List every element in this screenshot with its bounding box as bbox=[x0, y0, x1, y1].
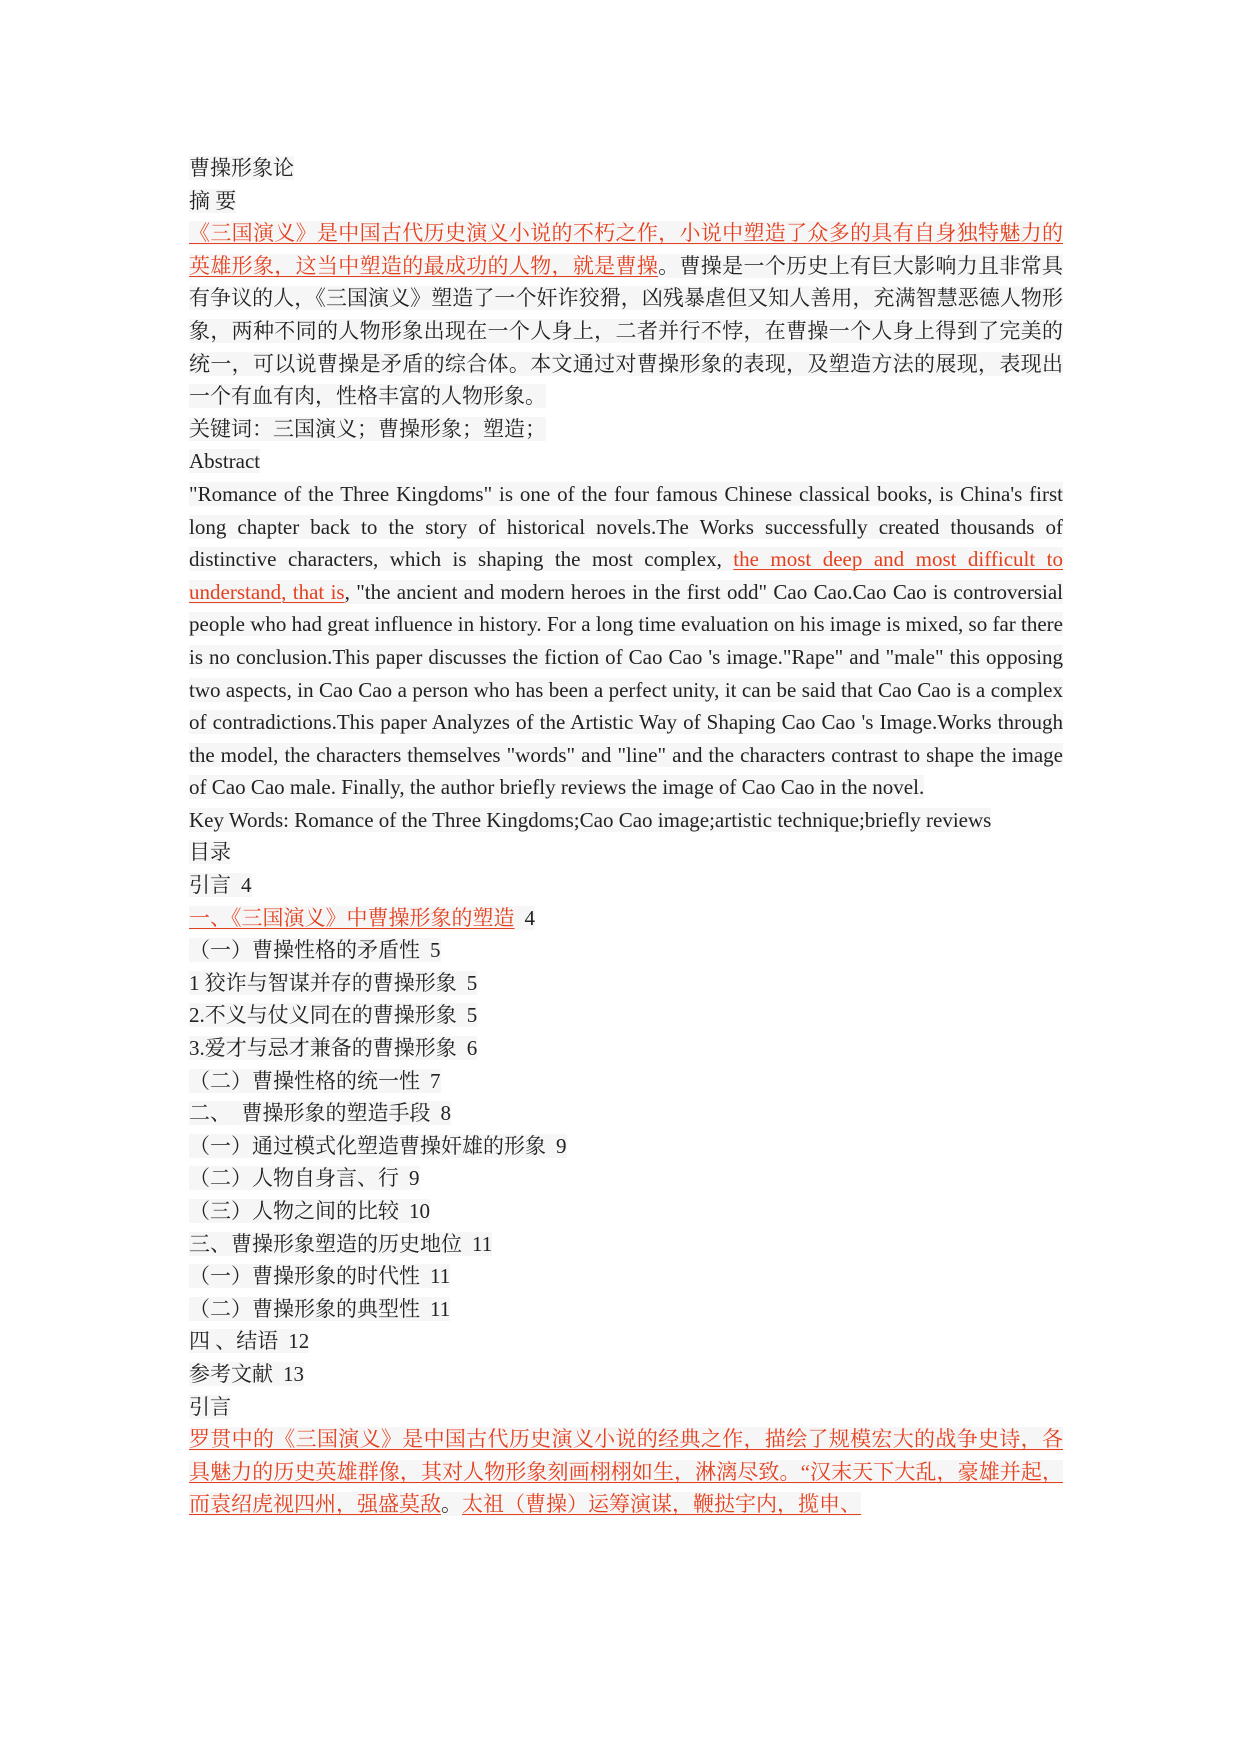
toc-entry-label: （二）人物自身言、行 bbox=[189, 1166, 399, 1191]
keywords-chinese: 关键词：三国演义；曹操形象；塑造； bbox=[189, 416, 546, 441]
keywords-english: Key Words: Romance of the Three Kingdoms;Cao Cao image;artistic technique;briefly reviews bbox=[189, 807, 992, 832]
toc-entry-label: 1 狡诈与智谋并存的曹操形象 bbox=[189, 970, 457, 995]
document-title: 曹操形象论 bbox=[189, 156, 294, 180]
table-of-contents bbox=[189, 869, 1063, 1391]
toc-entry-label: （二）曹操性格的统一性 bbox=[189, 1068, 420, 1093]
toc-entry-page: 6 bbox=[466, 1036, 478, 1061]
toc-entry-page: 13 bbox=[283, 1361, 304, 1386]
highlighted-text: 罗贯中的《三国演义》是中国古代历史演义小说的经典之作，描绘了规模宏大的战争史诗，各具魅力的历史英雄群像，其对人物形象刻画栩栩如生，淋漓尽致。“汉末天下大乱，豪雄并起，而袁绍虎视四州，强盛莫敌 bbox=[189, 1427, 1063, 1517]
toc-entry[interactable] bbox=[189, 869, 1063, 902]
toc-entry-page: 9 bbox=[556, 1133, 567, 1158]
abstract-chinese: 《三国演义》是中国古代历史演义小说的不朽之作，小说中塑造了众多的具有自身独特魅力的英雄形象，这当中塑造的最成功的人物，就是曹操。曹操是一个历史上有巨大影响力且非常具有争议的人，《三国演义》塑造了一个奸诈狡猾，凶残暴虐但又知人善用，充满智慧恶德人物形象，两种不同的人物形象出现在一个人身上，二者并行不悖，在曹操一个人身上得到了完美的统一，可以说曹操是矛盾的综合体。本文通过对曹操形象的表现，及塑造方法的展现，表现出一个有血有肉，性格丰富的人物形象。 bbox=[189, 221, 1064, 409]
toc-entry-page: 5 bbox=[466, 1003, 478, 1028]
toc-entry-label: 3.爱才与忌才兼备的曹操形象 bbox=[189, 1036, 457, 1061]
toc-entry[interactable] bbox=[189, 1228, 1063, 1261]
toc-entry-page: 4 bbox=[524, 905, 535, 930]
toc-entry[interactable] bbox=[189, 934, 1063, 967]
toc-entry-page: 7 bbox=[430, 1068, 441, 1093]
toc-entry-page: 11 bbox=[430, 1264, 451, 1289]
toc-entry-page: 11 bbox=[472, 1231, 493, 1256]
toc-entry-label: （二）曹操形象的典型性 bbox=[189, 1296, 420, 1321]
toc-entry-label: 参考文献 bbox=[189, 1361, 273, 1386]
highlighted-text: 太祖（曹操）运筹演谋，鞭挞宇内，揽申、 bbox=[462, 1492, 861, 1517]
toc-entry[interactable] bbox=[189, 1195, 1063, 1228]
intro-paragraph: 罗贯中的《三国演义》是中国古代历史演义小说的经典之作，描绘了规模宏大的战争史诗，各具魅力的历史英雄群像，其对人物形象刻画栩栩如生，淋漓尽致。“汉末天下大乱，豪雄并起，而袁绍虎视四州，强盛莫敌。太祖（曹操）运筹演谋，鞭挞宇内，揽申、 bbox=[189, 1427, 1063, 1517]
highlighted-text: 《三国演义》是中国古代历史演义小说的不朽之作，小说中塑造了众多的具有自身独特魅力的英雄形象，这当中塑造的最成功的人物，就是曹操 bbox=[189, 221, 1063, 278]
abstract-english-heading: Abstract bbox=[189, 449, 261, 474]
toc-entry[interactable] bbox=[189, 1260, 1063, 1293]
toc-entry-page: 10 bbox=[409, 1199, 430, 1223]
document-page bbox=[189, 152, 1063, 1521]
toc-entry-label: 一、《三国演义》中曹操形象的塑造 bbox=[189, 905, 515, 930]
toc-entry-label: （一）曹操性格的矛盾性 bbox=[189, 938, 420, 963]
abstract-english: "Romance of the Three Kingdoms" is one of the four famous Chinese classical books, is China's first long chapter back to the story of historical novels.The Works successfully created thousands of distinctive characters, which is shaping the most complex, the most deep and most difficult to understand, that is, "the ancient and modern heroes in the first odd" Cao Cao.Cao Cao is controversial people who had great influence in history. For a long time evaluation on his image is mixed, so far there is no conclusion.This paper discusses the fiction of Cao Cao 's image."Rape" and "male" this opposing two aspects, in Cao Cao a person who has been a perfect unity, it can be said that Cao Cao is a complex of contradictions.This paper Analyzes of the Artistic Way of Shaping Cao Cao 's Image.Works through the model, the characters themselves "words" and "line" and the characters contrast to shape the image of Cao Cao male. Finally, the author briefly reviews the image of Cao Cao in the novel. bbox=[189, 481, 1064, 800]
abstract-heading: 摘 要 bbox=[189, 188, 237, 213]
toc-entry[interactable] bbox=[189, 1032, 1063, 1065]
toc-entry[interactable] bbox=[189, 1358, 1063, 1391]
toc-entry-page: 9 bbox=[409, 1166, 420, 1191]
toc-entry[interactable] bbox=[189, 999, 1063, 1032]
toc-entry-label: 四 、结语 bbox=[189, 1329, 279, 1354]
toc-entry-page: 11 bbox=[430, 1296, 451, 1321]
toc-entry[interactable] bbox=[189, 967, 1063, 1000]
toc-entry-label: （三）人物之间的比较 bbox=[189, 1199, 399, 1223]
toc-entry[interactable] bbox=[189, 1065, 1063, 1098]
toc-entry[interactable] bbox=[189, 1293, 1063, 1326]
toc-heading: 目录 bbox=[189, 840, 231, 865]
toc-entry-label: （一）通过模式化塑造曹操奸雄的形象 bbox=[189, 1133, 546, 1158]
highlighted-text: the most deep and most difficult to understand, that is bbox=[189, 547, 1064, 604]
toc-entry-label: 三、曹操形象塑造的历史地位 bbox=[189, 1231, 462, 1256]
toc-entry-page: 12 bbox=[288, 1329, 310, 1354]
toc-entry-label: （一）曹操形象的时代性 bbox=[189, 1264, 420, 1289]
toc-entry[interactable] bbox=[189, 1162, 1063, 1195]
toc-entry-page: 4 bbox=[241, 873, 252, 898]
toc-entry-page: 5 bbox=[430, 938, 441, 963]
toc-entry-label: 引言 bbox=[189, 873, 231, 898]
toc-entry-page: 8 bbox=[440, 1101, 451, 1126]
toc-entry[interactable] bbox=[189, 1325, 1063, 1358]
toc-entry-page: 5 bbox=[466, 970, 478, 995]
toc-entry[interactable] bbox=[189, 902, 1063, 935]
toc-entry-label: 2.不义与仗义同在的曹操形象 bbox=[189, 1003, 457, 1028]
toc-entry-label: 二、 曹操形象的塑造手段 bbox=[189, 1101, 431, 1126]
intro-heading: 引言 bbox=[189, 1394, 231, 1419]
toc-entry[interactable] bbox=[189, 1097, 1063, 1130]
toc-entry[interactable] bbox=[189, 1130, 1063, 1163]
